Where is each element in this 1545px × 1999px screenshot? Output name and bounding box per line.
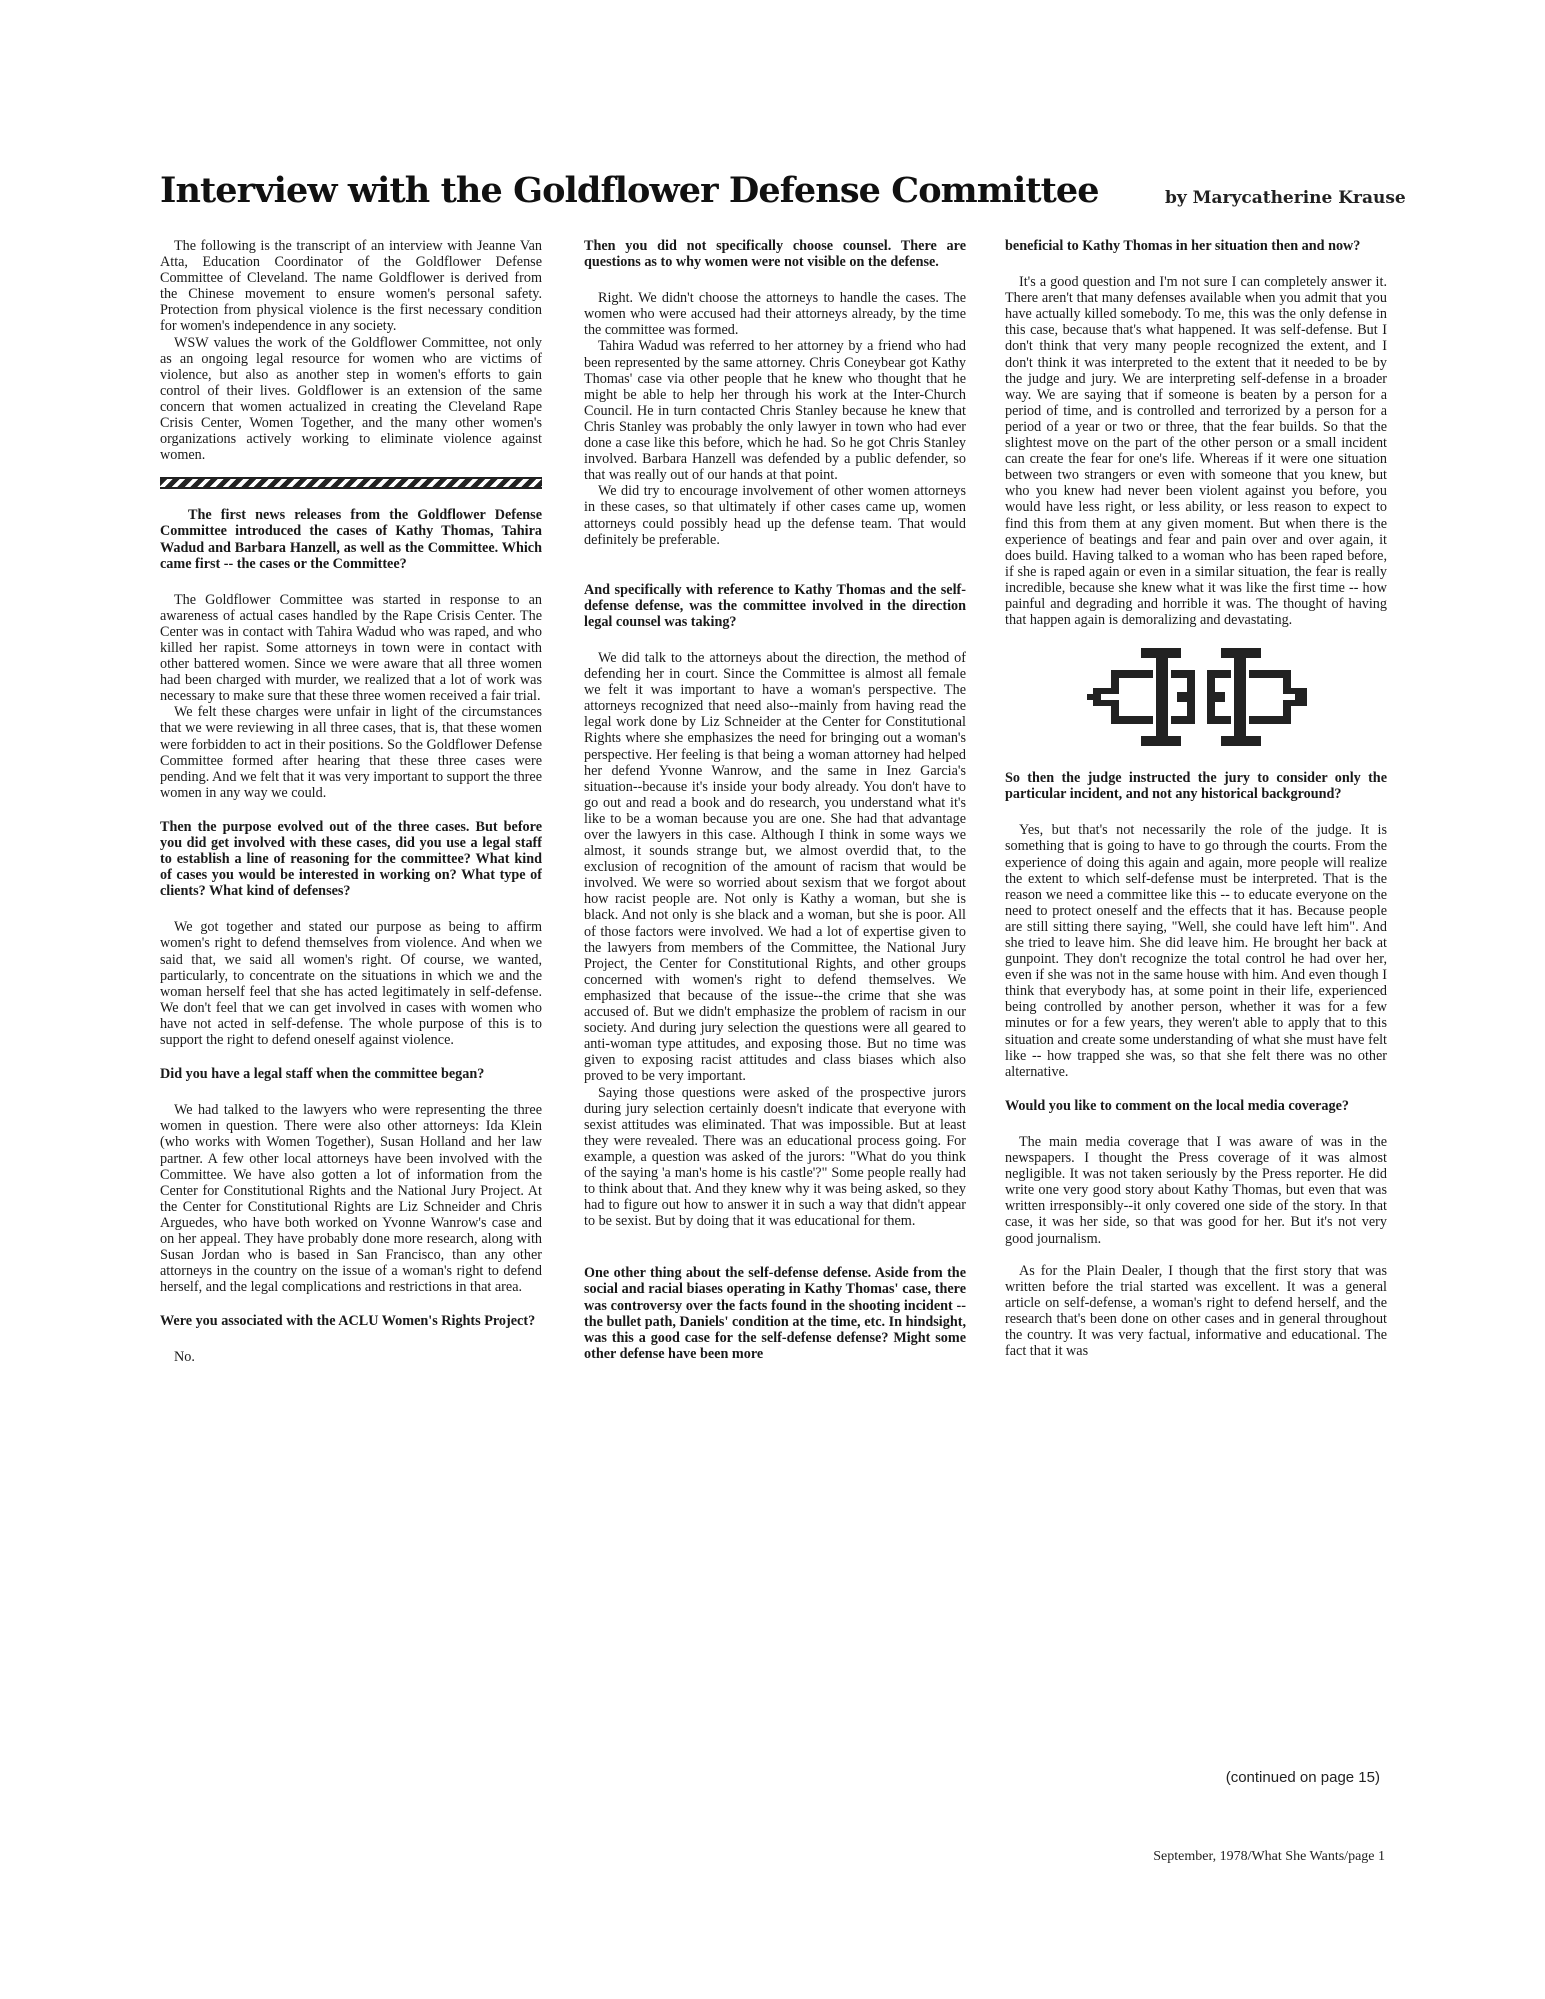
question: So then the judge instructed the jury to consider only the particular incident, and not any historical background? bbox=[1005, 770, 1387, 803]
answer-paragraph: No. bbox=[174, 1349, 195, 1366]
answer-paragraph: Right. We didn't choose the attorneys to handle the cases. The women who were accused had their attorneys already, by the time the committee was formed. bbox=[584, 290, 966, 339]
question: Then the purpose evolved out of the three cases. But before you did get involved with these cases, did you use a legal staff to establish a line of reasoning for the committee? What kind of cases you would be interested in working on? What type of clients? What kind of defenses? bbox=[160, 818, 542, 900]
decorative-divider bbox=[160, 477, 542, 489]
question: Were you associated with the ACLU Women's Rights Project? bbox=[160, 1313, 536, 1330]
answer-paragraph: As for the Plain Dealer, I though that the first story that was written before the trial started was excellent. It was a general article on self-defense, a woman's right to defend herself, and the research that's been done on other cases and in general throughout the country. It was very factual, informative and educational. The fact that it was bbox=[1005, 1262, 1387, 1360]
answer-paragraph: We got together and stated our purpose as being to affirm women's right to defend themselves from violence. And when we said that, we said all women's right. Of course, we wanted, particularly, to concentrate on the situations in which we and the woman herself feel that she has acted legitimately in self-defense. We don't feel that we can get involved in cases with women who have not acted in self-defense. The whole purpose of this is to support the right to defend oneself against violence. bbox=[160, 919, 542, 1049]
answer-paragraph: Saying those questions were asked of the prospective jurors during jury selection certainly doesn't indicate that everyone with sexist attitudes was eliminated. That was impossible. But at least they were revealed. There was an educational process going. For example, a question was asked of the jurors: "What do you think of the saying 'a man's home is his castle'?" Some people really had to think about that. And they knew why it was being asked, so they had to figure out how to answer it in such a way that didn't appear to be sexist. But by doing that it was educational for them. bbox=[584, 1084, 966, 1230]
answer-paragraph: We did try to encourage involvement of other women attorneys in these cases, so that ultimately if other cases came up, women attorneys could possibly head up the defense team. That would definitely be preferable. bbox=[584, 483, 966, 548]
answer-paragraph: We did talk to the attorneys about the direction, the method of defending her in court. Since the Committee is almost all female we felt it was important to have a woman's perspective. The attorneys recognized that need also--mainly from having read the legal work done by Liz Schneider at the Center for Constitutional Rights where she emphasizes the need for bringing out a woman's perspective. Her feeling is that being a woman attorney had helped her defend Yvonne Wanrow, and the same in Inez Garcia's situation--because it's inside your body already. You don't have to go out and read a book and do research, you understand what it's like to be a woman because you are one. She had that advantage over the lawyers in this case. Although I think in some ways we almost, it sounds strange but, we almost overdid that, to the exclusion of recognition of the amount of racism that would be involved. We were so worried about sexism that we forgot about how racist people are. Not only is Kathy a woman, but she is black. And not only is she black and a woman, but she is poor. All of those factors were involved. We had a lot of expertise given to the lawyers from members of the Committee, the National Jury Project, the Center for Constitutional Rights, and other groups concerned with women's right to defend themselves. We emphasized that because of the issue--the crime that she was accused of. But we didn't emphasize the problem of racism in our society. And during jury selection the questions were all geared to anti-woman type attitudes, and exposing those. But no time was given to exposing racist attitudes and class biases which also proved to be very important. bbox=[584, 649, 966, 1085]
question: The first news releases from the Goldflower Defense Committee introduced the cases of Kathy Thomas, Tahira Wadud and Barbara Hanzell, as well as the Committee. Which came first -- the cases or the Committee? bbox=[160, 507, 542, 572]
article-byline: by Marycatherine Krause bbox=[1165, 188, 1406, 208]
intro-paragraph: WSW values the work of the Goldflower Committee, not only as an ongoing legal resource for women who are victims of violence, but also as another step in women's efforts to gain control of their lives. Goldflower is an extension of the same concern that women actualized in creating the Cleveland Rape Crisis Center, Women Together, and the many other women's organizations actively working to eliminate violence against women. bbox=[160, 334, 542, 464]
answer-paragraph: The main media coverage that I was aware of was in the newspapers. I thought the Press coverage of it was almost negligible. It was not taken seriously by the Press reporter. He did write one very good story about Kathy Thomas, but even that was written irresponsibly--it only covered one side of the story. In that case, it was her side, so that was good for her. But it's not very good journalism. bbox=[1005, 1133, 1387, 1247]
geometric-ornament-icon bbox=[1081, 642, 1311, 752]
article-title: Interview with the Goldflower Defense Committee bbox=[160, 170, 1099, 211]
answer-paragraph: Tahira Wadud was referred to her attorney by a friend who had been represented by the same attorney. Chris Coneybear got Kathy Thomas' case via other people that he knew who thought that he might be able to help her through his work at the Inter-Church Council. He in turn contacted Chris Stanley because he knew that Chris Stanley was probably the only lawyer in town who had ever done a case like this before, which he had. So he got Chris Stanley involved. Barbara Hanzell was defended by a public defender, so that was really out of our hands at that point. bbox=[584, 338, 966, 484]
question: Then you did not specifically choose counsel. There are questions as to why women were not visible on the defense. bbox=[584, 238, 966, 271]
question: Would you like to comment on the local media coverage? bbox=[1005, 1097, 1350, 1114]
question: One other thing about the self-defense defense. Aside from the social and racial biases operating in Kathy Thomas' case, there was controversy over the facts found in the shooting incident -- the bullet path, Daniels' condition at the time, etc. In hindsight, was this a good case for the self-defense defense? Might some other defense have been more bbox=[584, 1265, 966, 1362]
answer-paragraph: The Goldflower Committee was started in response to an awareness of actual cases handled by the Rape Crisis Center. The Center was in contact with Tahira Wadud who was raped, and who killed her rapist. Some attorneys in town were in contact with other battered women. Since we were aware that all three women had been charged with murder, we realized that a lot of work was necessary to make sure that these three women received a fair trial. bbox=[160, 591, 542, 705]
intro-paragraph: The following is the transcript of an interview with Jeanne Van Atta, Education Coordinator of the Goldflower Defense Committee of Cleveland. The name Goldflower is derived from the Chinese movement to ensure women's personal safety. Protection from physical violence is the first necessary condition for women's independence in any society. bbox=[160, 238, 542, 335]
decorative-ornament bbox=[1005, 642, 1387, 752]
answer-paragraph: Yes, but that's not necessarily the role of the judge. It is something that is going to have to go through the courts. From the experience of doing this again and again, more people will realize the extent to which self-defense must be interpreted. That is the reason we need a committee like this -- to educate everyone on the need to protect oneself and the effects that it has. Because people are still sitting there saying, "Well, she could have left him". And she tried to leave him. She did leave him. He brought her back at gunpoint. They don't recognize the total control he had over her, even if she was not in the same house with him. And even though I think that everybody has, at some point in their life, experienced being controlled by another person, whether it was for a few minutes or for a few years, they weren't able to apply that to this situation and create some understanding of what she must have felt like -- how trapped she was, so that she felt there was no other alternative. bbox=[1005, 822, 1387, 1080]
column-3 bbox=[1005, 238, 1387, 1808]
question: And specifically with reference to Kathy Thomas and the self-defense defense, was the committee involved in the direction legal counsel was taking? bbox=[584, 581, 966, 630]
answer-paragraph: It's a good question and I'm not sure I can completely answer it. There aren't that many defenses available when you admit that you have actually killed somebody. To me, this was the only defense in this case, because that's what happened. It was self-defense. But I don't think that very many people recognized the extent, and I don't think it was interpreted to the extent that it needed to be by the judge and jury. We are interpreting self-defense in a broader way. We are saying that if someone is beaten by a person for a period of time, and is controlled and terrorized by a person for a period of a year or two or three, that the fear builds. So that the slightest move on the part of the other person or a small incident can create the fear for one's life. Whereas if it were one situation between two strangers or even with someone that you knew, but who you knew had never been violent against you before, you would have less right, or less ability, or less reason to expect to find this from them at any given moment. But when there is the experience of beatings and fear and pain over and over again, it does build. Having talked to a woman who has been raped before, if she is raped again or even in a similar situation, the fear is really incredible, because she knew what it was like the first time -- how painful and degrading and horrible it was. The thought of having that happen again is demoralizing and devastating. bbox=[1005, 274, 1387, 629]
column-2 bbox=[584, 238, 966, 1808]
continued-note: (continued on page 15) bbox=[1225, 1769, 1380, 1786]
answer-paragraph: We felt these charges were unfair in light of the circumstances that we were reviewing in all three cases, that is, that these women were forbidden to act in their positions. So the Goldflower Defense Committee formed after hearing that these three cases were pending. And we felt that it was very important to support the three women in any way we could. bbox=[160, 704, 542, 801]
question: Did you have a legal staff when the committee began? bbox=[160, 1066, 485, 1083]
page-footer: September, 1978/What She Wants/page 1 bbox=[1153, 1849, 1385, 1864]
answer-paragraph: We had talked to the lawyers who were representing the three women in question. There were also other attorneys: Ida Klein (who works with Women Together), Susan Holland and her law partner. A few other local attorneys have been involved with the Committee. We have also gotten a lot of information from the Center for Constitutional Rights and the National Jury Project. At the Center for Constitutional Rights are Liz Schneider and Chris Arguedes, who have both worked on Yvonne Wanrow's case and on her appeal. They have probably done more research, along with Susan Jordan who is based in San Francisco, than any other attorneys in the country on the issue of a woman's right to defend herself, and the legal complications and restrictions in that area. bbox=[160, 1102, 542, 1296]
question: beneficial to Kathy Thomas in her situation then and now? bbox=[1005, 238, 1361, 254]
column-1 bbox=[160, 238, 542, 1808]
